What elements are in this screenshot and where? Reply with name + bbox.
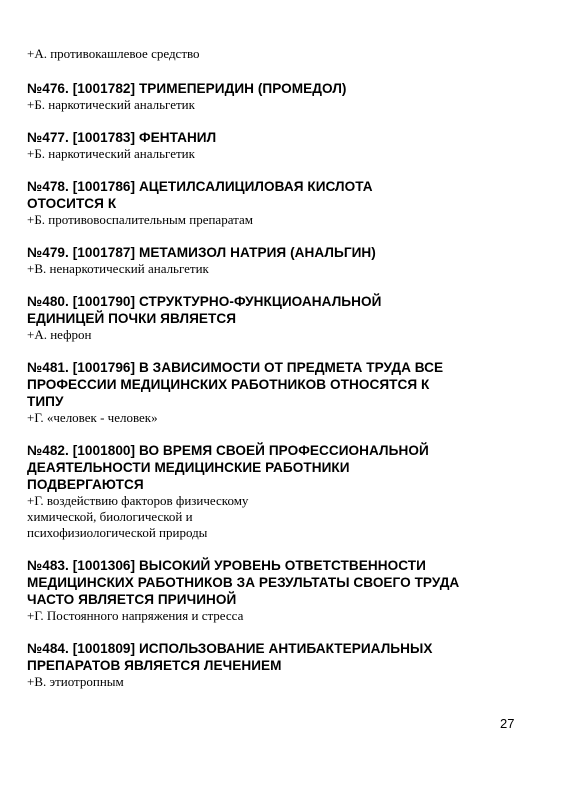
question-block-483 xyxy=(27,557,527,624)
question-block-476 xyxy=(27,80,527,113)
answer-text: +Г. Постоянного напряжения и стресса xyxy=(27,608,244,623)
answer-text: +А. нефрон xyxy=(27,327,92,342)
question-title: №480. [1001790] СТРУКТУРНО-ФУНКЦИОАНАЛЬНОЙ ЕДИНИЦЕЙ ПОЧКИ ЯВЛЯЕТСЯ xyxy=(27,294,382,326)
question-title: №484. [1001809] ИСПОЛЬЗОВАНИЕ АНТИБАКТЕРИАЛЬНЫХ ПРЕПАРАТОВ ЯВЛЯЕТСЯ ЛЕЧЕНИЕМ xyxy=(27,641,433,673)
answer-text: +В. этиотропным xyxy=(27,674,124,689)
page-number: 27 xyxy=(500,716,515,731)
answer-text: +Г. «человек - человек» xyxy=(27,410,158,425)
answer-text: +Б. наркотический анальгетик xyxy=(27,146,195,161)
question-block-482 xyxy=(27,442,527,541)
question-title: №479. [1001787] МЕТАМИЗОЛ НАТРИЯ (АНАЛЬГИН) xyxy=(27,245,376,260)
question-block-480 xyxy=(27,293,527,343)
question-block-484 xyxy=(27,640,527,690)
answer-text: +Б. противовоспалительным препаратам xyxy=(27,212,253,227)
question-title: №482. [1001800] ВО ВРЕМЯ СВОЕЙ ПРОФЕССИОНАЛЬНОЙ ДЕАЯТЕЛЬНОСТИ МЕДИЦИНСКИЕ РАБОТНИКИ ПОДВЕРГАЮТСЯ xyxy=(27,443,429,492)
answer-text: +Б. наркотический анальгетик xyxy=(27,97,195,112)
answer-text: +А. противокашлевое средство xyxy=(27,46,200,61)
question-title: №476. [1001782] ТРИМЕПЕРИДИН (ПРОМЕДОЛ) xyxy=(27,81,347,96)
question-title: №477. [1001783] ФЕНТАНИЛ xyxy=(27,130,217,145)
question-block-479 xyxy=(27,244,527,277)
question-title: №481. [1001796] В ЗАВИСИМОСТИ ОТ ПРЕДМЕТА ТРУДА ВСЕ ПРОФЕССИИ МЕДИЦИНСКИХ РАБОТНИКОВ ОТНОСЯТСЯ К ТИПУ xyxy=(27,360,444,409)
question-title: №478. [1001786] АЦЕТИЛСАЛИЦИЛОВАЯ КИСЛОТА ОТОСИТСЯ К xyxy=(27,179,373,211)
question-block-478 xyxy=(27,178,527,228)
question-block-481 xyxy=(27,359,527,426)
answer-text: +В. ненаркотический анальгетик xyxy=(27,261,209,276)
question-block-477 xyxy=(27,129,527,162)
page-content xyxy=(27,46,527,706)
question-title: №483. [1001306] ВЫСОКИЙ УРОВЕНЬ ОТВЕТСТВЕННОСТИ МЕДИЦИНСКИХ РАБОТНИКОВ ЗА РЕЗУЛЬТАТЫ СВОЕГО ТРУДА ЧАСТО ЯВЛЯЕТСЯ ПРИЧИНОЙ xyxy=(27,558,460,607)
answer-text: +Г. воздействию факторов физическому химической, биологической и психофизиологической природы xyxy=(27,493,249,540)
